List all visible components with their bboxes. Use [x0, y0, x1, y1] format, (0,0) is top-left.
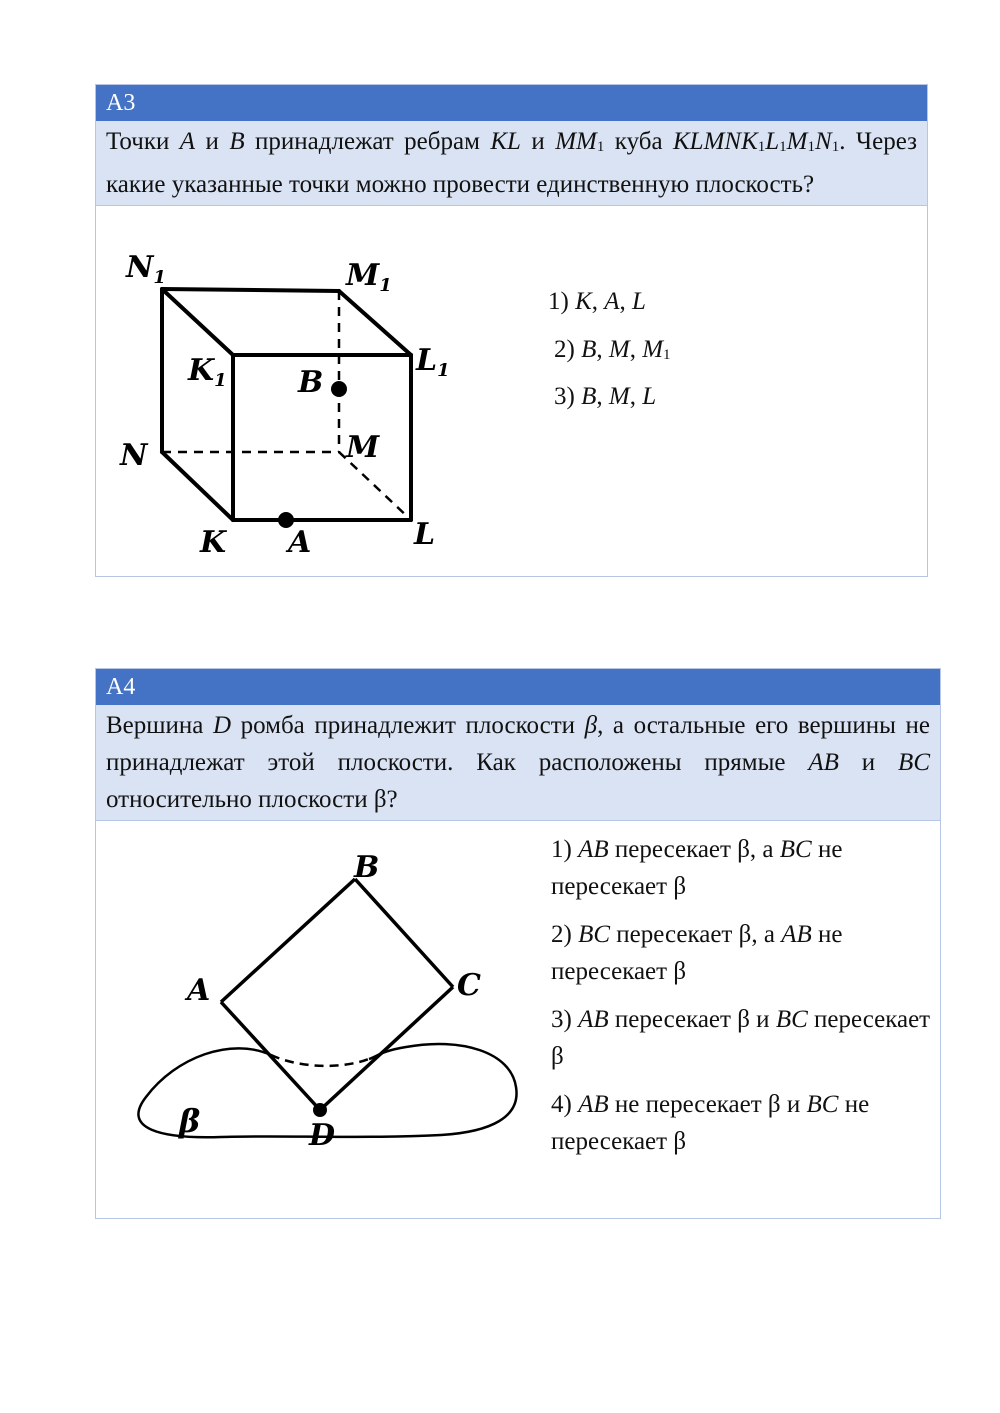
- label-b: B: [354, 850, 380, 885]
- task-a4-card: [95, 668, 941, 1219]
- label-m1: $M_1$: [346, 258, 392, 296]
- answer-option[interactable]: 2) BC пересекает β, а AB не пересекает β: [551, 921, 843, 985]
- label-n: N: [120, 438, 148, 473]
- task-a3-question: Точки A и B принадлежат ребрам KL и $MM_1$ куба $KLMNK_1L_1M_1N_1$. Через какие указанные точки можно провести единственную плоскость?: [96, 121, 927, 206]
- label-l: L: [414, 517, 436, 552]
- cube-figure: [116, 247, 466, 567]
- task-a3-card: [95, 84, 928, 577]
- hidden-intersection: [271, 1055, 371, 1066]
- cube-edge: [162, 289, 339, 291]
- label-m: M: [346, 430, 380, 465]
- rhombus-side-cd: [320, 987, 453, 1110]
- cube-edge: [162, 289, 233, 355]
- rhombus-side-ab: [221, 879, 355, 1002]
- cube-edge: [339, 291, 411, 355]
- label-n1: $N_1$: [126, 250, 166, 288]
- answer-option[interactable]: 3) AB пересекает β и BC пересекает β: [551, 1006, 931, 1070]
- rhombus-figure: [121, 837, 531, 1147]
- label-b: B: [298, 365, 324, 400]
- label-k1: $K_1$: [188, 353, 227, 391]
- task-a3-number: A3: [96, 85, 927, 121]
- task-a4-question: Вершина D ромба принадлежит плоскости β, а остальные его вершины не принадлежат этой плоскости. Как расположены прямые AB и BC относительно плоскости β?: [96, 705, 940, 821]
- label-l1: $L_1$: [416, 343, 450, 381]
- label-beta: β: [179, 1102, 201, 1140]
- label-a: A: [187, 973, 211, 1008]
- answer-option[interactable]: 2) B, M, $M_1$: [554, 336, 671, 363]
- answer-option[interactable]: 1) AB пересекает β, а BC не пересекает β: [551, 836, 843, 900]
- answer-option[interactable]: 3) B, M, L: [554, 383, 657, 410]
- answer-option[interactable]: 1) K, A, L: [548, 288, 646, 315]
- rhombus-side-bc: [355, 879, 453, 987]
- label-c: C: [457, 968, 481, 1003]
- label-d: D: [309, 1118, 336, 1147]
- rhombus-side-da: [221, 1002, 320, 1110]
- task-a4-number: A4: [96, 669, 940, 705]
- label-k: K: [200, 525, 227, 560]
- cube-edge: [162, 452, 233, 520]
- vertex-d-dot: [313, 1103, 327, 1117]
- answer-option[interactable]: 4) AB не пересекает β и BC не пересекает β: [551, 1091, 870, 1155]
- point-b-dot: [331, 381, 347, 397]
- label-a: A: [288, 525, 312, 560]
